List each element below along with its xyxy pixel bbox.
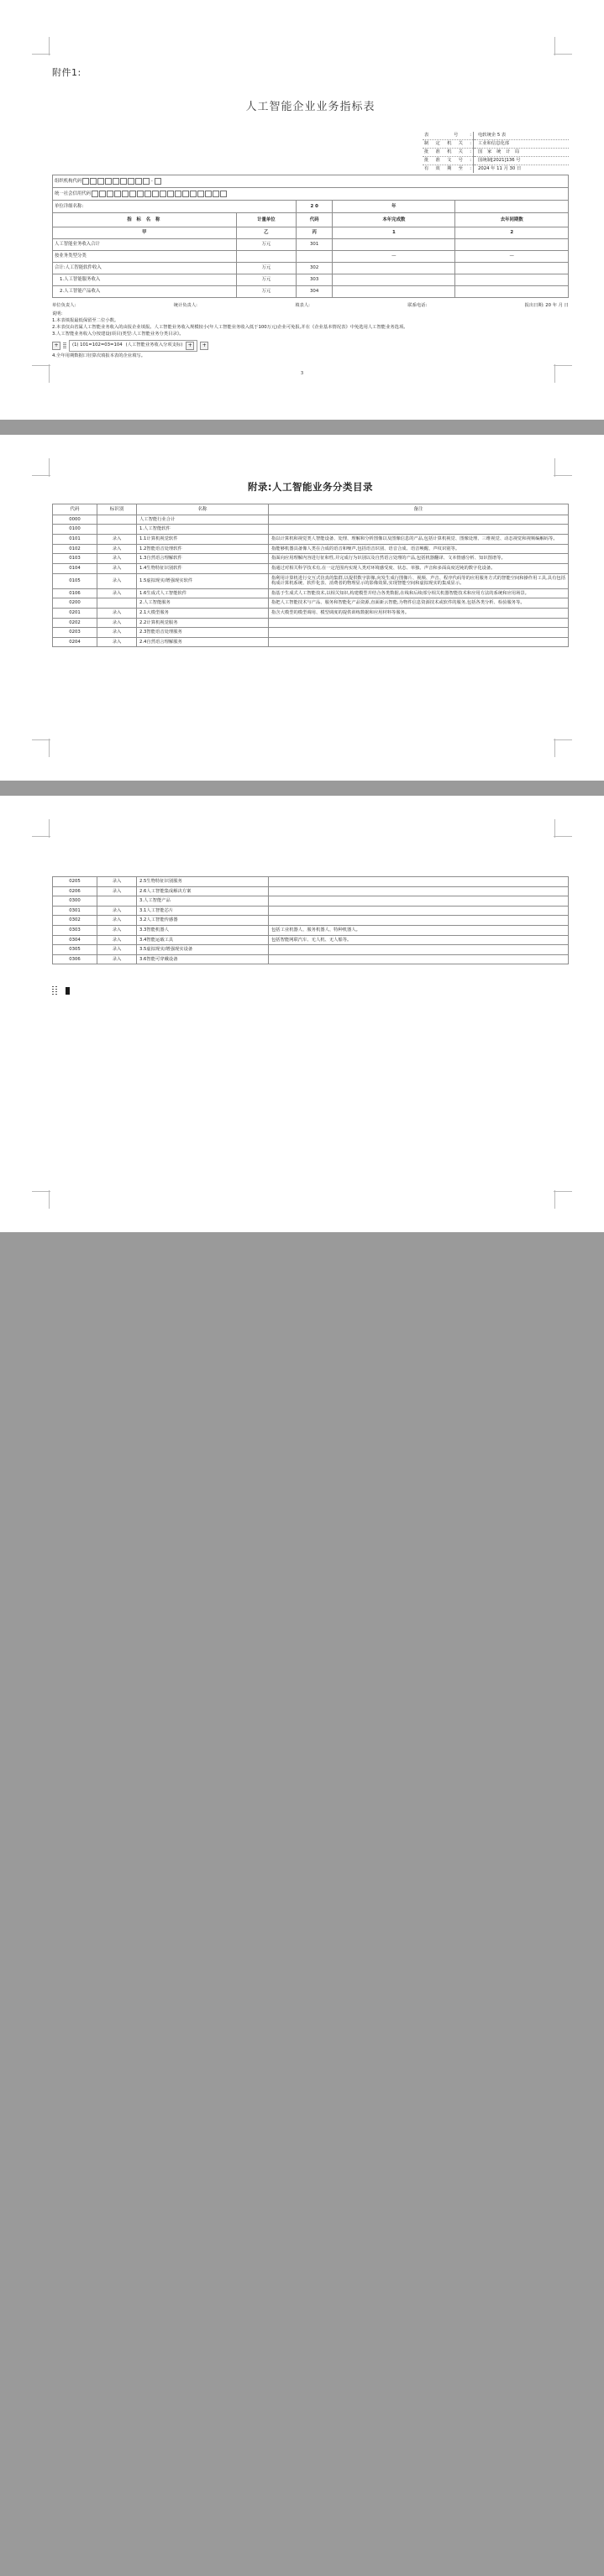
table-row [53, 877, 569, 887]
catalog-table-part2 [52, 876, 569, 964]
catalog-mark: 录入 [97, 935, 137, 945]
row-indicator-name: 1.人工智能服务收入 [53, 274, 237, 285]
header-this-year: 本年完成数 [333, 212, 455, 227]
table-row [53, 588, 569, 598]
unit-name-label: 单位详细名称: [53, 200, 297, 212]
meta-value: 国统制[2021]136 号 [475, 156, 569, 165]
header-indicator: 指 标 名 称 [53, 212, 237, 227]
catalog-mark: 录入 [97, 906, 137, 916]
org-code-cell [53, 175, 569, 187]
catalog-remark: 指基于生成式人工智能技术,以相关知识,构建模型并结合各类数据,在线和后续部分相关机器智能技术和应用方法的系统和应用场景。 [269, 588, 569, 598]
table-row [53, 535, 569, 545]
catalog-code: 0202 [53, 618, 97, 628]
catalog-mark: 录入 [97, 954, 137, 964]
catalog-name: 2.1大模型服务 [137, 608, 269, 618]
catalog-name: 3.4智能运载工具 [137, 935, 269, 945]
catalog-name: 2.5生物特征识别服务 [137, 877, 269, 887]
table-row [53, 906, 569, 916]
row-value-this-year: — [333, 250, 455, 262]
org-code-row [53, 175, 569, 187]
catalog-table-part1 [52, 504, 569, 647]
table-row [53, 896, 569, 907]
catalog-name: 1.5虚拟现实/增强现实软件 [137, 573, 269, 588]
catalog-code: 0000 [53, 515, 97, 525]
catalog-name: 3.3智能机器人 [137, 926, 269, 936]
catalog-code: 0201 [53, 608, 97, 618]
page-3 [0, 796, 604, 1232]
catalog-remark [269, 525, 569, 535]
row-code [297, 250, 333, 262]
catalog-code: 0104 [53, 563, 97, 573]
table-row [53, 945, 569, 955]
unit-name-spacer [455, 200, 569, 212]
catalog-mark [97, 525, 137, 535]
catalog-code: 0100 [53, 525, 97, 535]
row-unit: 万元 [236, 285, 296, 297]
table-row [53, 598, 569, 609]
catalog-code: 0305 [53, 945, 97, 955]
document-viewport [0, 0, 604, 1232]
catalog-code: 0102 [53, 544, 97, 554]
catalog-name: 3.1人工智能芯片 [137, 906, 269, 916]
catalog-name: 2.4自然语言理解服务 [137, 637, 269, 647]
note-item: 3.人工智能业务收入分按建设(项目)类型:人工智能业务分类目录》。 [52, 331, 184, 337]
catalog-remark [269, 877, 569, 887]
catalog-code: 0206 [53, 886, 97, 896]
catalog-mark: 录入 [97, 563, 137, 573]
row-value-this-year[interactable] [333, 285, 455, 297]
catalog-name: 人工智能行业合计 [137, 515, 269, 525]
subheader-col2: 2 [455, 227, 569, 238]
catalog-name: 1.4生物特征识别软件 [137, 563, 269, 573]
page-divider [0, 781, 604, 796]
page-title: 人工智能企业业务指标表 [245, 101, 376, 113]
org-code-label: 组织机构代码 [55, 178, 82, 184]
catalog-mark: 录入 [97, 608, 137, 618]
catalog-remark [269, 628, 569, 638]
page-2 [0, 435, 604, 781]
catalog-header-row [53, 504, 569, 515]
note-item: 4.全年用期数据口径算次填报本表的企业填写。 [52, 353, 145, 358]
row-indicator-name: 人工智能业务收入合计 [53, 238, 237, 250]
header-last-year: 去年同期数 [455, 212, 569, 227]
catalog-remark [269, 618, 569, 628]
indicator-form-table [52, 175, 569, 298]
catalog-remark [269, 637, 569, 647]
catalog-code: 0301 [53, 906, 97, 916]
catalog-remark: 指能够机器具备像人类在合成的语音和噪声,包括语音识别、语音合成、语音唤醒、声纹识别等。 [269, 544, 569, 554]
meta-key: 制定机关: [423, 139, 474, 148]
catalog-code: 0302 [53, 916, 97, 926]
catalog-code: 0200 [53, 598, 97, 609]
subheader-code: 丙 [297, 227, 333, 238]
catalog-mark: 录入 [97, 886, 137, 896]
meta-row [423, 156, 569, 165]
crop-mark-top-right [554, 458, 572, 477]
row-value-last-year[interactable] [455, 238, 569, 250]
meta-value: 2024 年 11 月 30 日 [478, 166, 522, 172]
catalog-header-name: 名称 [137, 504, 269, 515]
catalog-code: 0103 [53, 554, 97, 564]
table-row [53, 238, 569, 250]
catalog-code: 0303 [53, 926, 97, 936]
catalog-mark: 录入 [97, 618, 137, 628]
catalog-name: 2.3智能语音处理服务 [137, 628, 269, 638]
row-code: 301 [297, 238, 333, 250]
subheader-indicator: 甲 [53, 227, 237, 238]
table-row [53, 544, 569, 554]
catalog-mark [97, 598, 137, 609]
credit-code-row [53, 187, 569, 200]
catalog-mark: 录入 [97, 554, 137, 564]
row-code: 304 [297, 285, 333, 297]
catalog-header-remark: 备注 [269, 504, 569, 515]
table-row [53, 285, 569, 297]
catalog-name: 3.5虚拟现实/增强现实设备 [137, 945, 269, 955]
formula-row [52, 340, 569, 352]
catalog-remark: 指通过对相关科学技术有,在一定范围内实现人类对环境感受度、状态、单独、声音和多面高度迟钝的数字化设备。 [269, 563, 569, 573]
notes-block [52, 311, 569, 360]
catalog-name: 1.6生成式人工智能软件 [137, 588, 269, 598]
catalog-name: 2.2计算机视觉服务 [137, 618, 269, 628]
org-code-check-box[interactable] [155, 178, 161, 185]
catalog-code: 0101 [53, 535, 97, 545]
meta-value: 工业和信息化部 [475, 139, 569, 148]
catalog-remark [269, 945, 569, 955]
note-item: 1.本表填报最低保留至二位小数。 [52, 317, 119, 323]
catalog-remark [269, 886, 569, 896]
catalog-name: 3.6智能可穿戴设备 [137, 954, 269, 964]
catalog-mark [97, 896, 137, 907]
table-row [53, 916, 569, 926]
catalog-code: 0306 [53, 954, 97, 964]
subheader-unit: 乙 [236, 227, 296, 238]
cursor-row [52, 986, 569, 995]
row-value-this-year[interactable] [333, 274, 455, 285]
catalog-mark: 录入 [97, 945, 137, 955]
contact-label: 联系电话: [407, 302, 428, 308]
report-date-label: 报出日期: 20 年 月 日 [524, 302, 569, 308]
year-value[interactable]: 2 0 [297, 200, 333, 212]
table-row [53, 935, 569, 945]
catalog-remark: 包括工业机器人、服务机器人、特种机器人。 [269, 926, 569, 936]
crop-mark-top-left [32, 37, 50, 55]
row-unit [236, 250, 296, 262]
catalog-mark: 录入 [97, 926, 137, 936]
catalog-name: 1.人工智能软件 [137, 525, 269, 535]
crop-mark-top-right [554, 819, 572, 838]
row-value-this-year[interactable] [333, 262, 455, 274]
meta-row [423, 132, 569, 139]
formula-append-icon[interactable]: + [200, 342, 208, 350]
crop-mark-bottom-right [554, 739, 572, 757]
catalog-remark: 指利用计算机进行交互式仿真的集群,以提供数字影像,向发生成行图像片、视频、声音、程序代码等的应用服务方式的智能空间和操作用工具,具有包括构成计算机系统、软件化表、消费者的物理显示的影像效果,实现智能空间和虚拟现实的集成显示。 [269, 573, 569, 588]
catalog-remark: 指把人工智能技术与产品、服务和智能化产品资源,直面新云智能,为物件信息资源技术或软件的服务,包括各类分析、检验服务等。 [269, 598, 569, 609]
row-unit: 万元 [236, 274, 296, 285]
table-row [53, 954, 569, 964]
meta-value: 电软统企 5 表 [475, 132, 569, 139]
catalog-code: 0300 [53, 896, 97, 907]
header-unit: 计量单位 [236, 212, 296, 227]
row-indicator-name: 2.人工智能产品收入 [53, 285, 237, 297]
table-row [53, 274, 569, 285]
row-value-last-year[interactable] [455, 285, 569, 297]
catalog-remark: 指以计算机和视觉类人智能设备、处理、理解和分析图像以及图像信息的产品,包括计算机视觉、图像处理、三维视觉、动态视觉和视频编解码等。 [269, 535, 569, 545]
meta-key: 批准文号: [423, 156, 474, 165]
table-row [53, 525, 569, 535]
catalog-mark: 录入 [97, 637, 137, 647]
meta-row [423, 148, 569, 156]
row-unit: 万元 [236, 262, 296, 274]
row-value-this-year[interactable] [333, 238, 455, 250]
row-value-last-year: — [455, 250, 569, 262]
row-indicator-name: 按业务类型分类 [53, 250, 237, 262]
catalog-mark: 录入 [97, 573, 137, 588]
unit-head-label: 单位负责人: [52, 302, 76, 308]
catalog-mark: 录入 [97, 588, 137, 598]
table-row [53, 250, 569, 262]
catalog-mark [97, 515, 137, 525]
catalog-remark: 指面向应用理解内容进行征和性,并完成行为识别以及自然语言处理的产品,包括机器翻译、文本情感分析、知识图谱等。 [269, 554, 569, 564]
catalog-name: 1.1计算机视觉软件 [137, 535, 269, 545]
table-row [53, 886, 569, 896]
page-number: 3 [300, 371, 304, 376]
catalog-mark: 录入 [97, 916, 137, 926]
catalog-code: 0203 [53, 628, 97, 638]
row-code: 303 [297, 274, 333, 285]
catalog-code: 0105 [53, 573, 97, 588]
main-header-row [53, 212, 569, 227]
catalog-code: 0304 [53, 935, 97, 945]
table-row [53, 515, 569, 525]
catalog-remark: 指含大模型的模型调用、模型调度的提供训练数据和应用材料等服务。 [269, 608, 569, 618]
table-row [53, 628, 569, 638]
row-indicator-name: 合计:人工智能软件收入 [53, 262, 237, 274]
catalog-name: 1.2智能语音处理软件 [137, 544, 269, 554]
crop-mark-top-left [32, 819, 50, 838]
credit-code-label: 统一社会信用代码 [55, 191, 92, 196]
header-code: 代码 [297, 212, 333, 227]
page-divider [0, 420, 604, 435]
meta-value: 国 家 统 计 局 [475, 148, 569, 156]
stat-head-label: 统计负责人: [173, 302, 197, 308]
catalog-remark [269, 906, 569, 916]
catalog-code: 0204 [53, 637, 97, 647]
catalog-name: 1.3自然语言理解软件 [137, 554, 269, 564]
catalog-mark: 录入 [97, 877, 137, 887]
meta-key: 批准机关: [423, 148, 474, 156]
row-value-last-year[interactable] [455, 274, 569, 285]
catalog-code: 0106 [53, 588, 97, 598]
catalog-remark [269, 954, 569, 964]
catalog-remark [269, 515, 569, 525]
org-code-dash: - [150, 178, 153, 184]
meta-key: 表 号: [423, 132, 474, 139]
org-code-boxes[interactable] [82, 178, 150, 185]
catalog-name: 3.人工智能产品 [137, 896, 269, 907]
appendix-title: 附录:人工智能业务分类目录 [247, 481, 374, 493]
formula-note: (人工智能业务收入分项支标) [125, 342, 183, 347]
row-unit: 万元 [236, 238, 296, 250]
catalog-name: 2.6人工智能集成解决方案 [137, 886, 269, 896]
meta-table [423, 132, 569, 173]
table-row [53, 563, 569, 573]
row-code: 302 [297, 262, 333, 274]
year-suffix: 年 [333, 200, 455, 212]
crop-mark-top-right [554, 37, 572, 55]
expand-icon[interactable]: + [52, 342, 60, 350]
form-meta-block [52, 132, 569, 173]
table-row [53, 926, 569, 936]
note-item: 2.本表仅由省属人工智能业务收入的由报企业填报。人工智能业务收入规模较小(年人工智能业务收入低于100万元)企业可免报,并在《企业基本情况表》中免选用人工智能业务选项。 [52, 324, 408, 330]
table-row [53, 554, 569, 564]
catalog-mark: 录入 [97, 535, 137, 545]
row-value-last-year[interactable] [455, 262, 569, 274]
table-row [53, 608, 569, 618]
crop-mark-bottom-left [32, 739, 50, 757]
unit-name-row [53, 200, 569, 212]
notes-heading: 说明: [52, 311, 63, 316]
text-cursor [66, 987, 70, 995]
crop-mark-bottom-left [32, 1190, 50, 1209]
attachment-label: 附件1: [52, 67, 81, 78]
table-row [53, 618, 569, 628]
meta-row [423, 139, 569, 148]
paragraph-handle-icon[interactable] [52, 986, 57, 995]
catalog-name: 3.2人工智能传感器 [137, 916, 269, 926]
catalog-header-mark: 标识别 [97, 504, 137, 515]
subheader-col1: 1 [333, 227, 455, 238]
page-1 [0, 0, 604, 420]
main-subheader-row [53, 227, 569, 238]
drag-handle-icon[interactable] [63, 342, 66, 349]
catalog-name: 2.人工智能服务 [137, 598, 269, 609]
credit-code-boxes[interactable] [92, 191, 227, 197]
filler-label: 填表人: [295, 302, 310, 308]
catalog-remark: 包括智能网联汽车、无人机、无人船等。 [269, 935, 569, 945]
crop-mark-top-left [32, 458, 50, 477]
table-row [53, 262, 569, 274]
catalog-mark: 录入 [97, 544, 137, 554]
formula-add-icon[interactable]: + [186, 342, 194, 350]
signature-line [52, 301, 569, 308]
formula-text: (1) 101=102=03=104 [72, 342, 123, 347]
table-row [53, 573, 569, 588]
meta-row [423, 165, 569, 172]
formula-box[interactable] [69, 340, 197, 352]
table-row [53, 637, 569, 647]
meta-key: 有效期至: [424, 166, 471, 172]
catalog-mark: 录入 [97, 628, 137, 638]
catalog-remark [269, 916, 569, 926]
catalog-header-code: 代码 [53, 504, 97, 515]
crop-mark-bottom-right [554, 1190, 572, 1209]
credit-code-cell [53, 187, 569, 200]
catalog-code: 0205 [53, 877, 97, 887]
catalog-remark [269, 896, 569, 907]
